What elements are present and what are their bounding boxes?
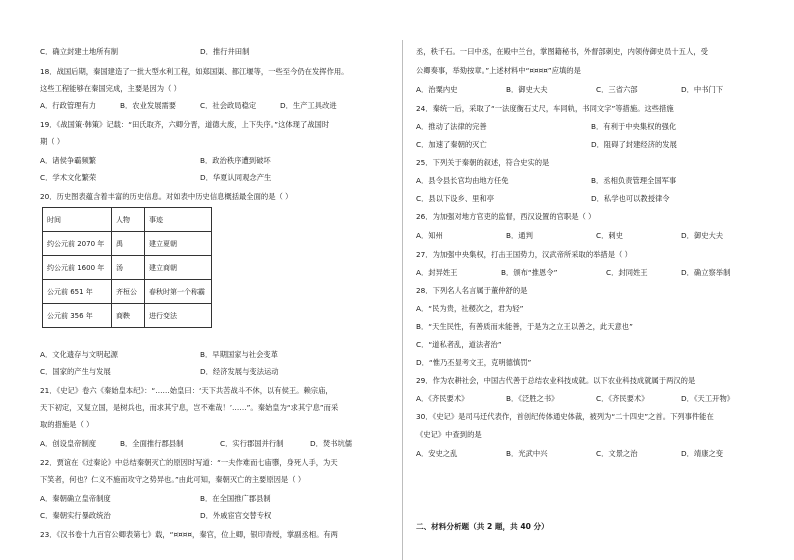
option-d: D．外戚宦官交替专权 (200, 511, 272, 520)
option-d: D．阻碍了封建经济的发展 (591, 140, 677, 149)
q19-stem-line2: 期（ ） (40, 137, 65, 146)
option-b: B．有利于中央集权的强化 (591, 122, 677, 131)
q21-stem-line3: 取的措施是（ ） (40, 420, 94, 429)
q28-option-b: B．“天生民性，有善质而未能善，于是为之立王以善之，此天意也” (416, 322, 633, 331)
option-a: A．行政管理有力 (40, 101, 97, 110)
table-header-cell: 时间 (43, 208, 112, 232)
q27-stem: 27．为加强中央集权，打击王国势力，汉武帝所采取的举措是（ ） (416, 250, 632, 259)
q23-continuation-line1: 丞，秩千石。一曰中丞，在殿中兰台，掌图籍秘书，外督部刺史，内领侍御史员十五人，受 (416, 47, 708, 56)
q23-stem-line1: 23．《汉书卷十九百官公卿表第七》载，“¤¤¤¤，秦官，位上卿，银印青绶，掌副丞相。有两 (40, 530, 338, 539)
q19-stem-line1: 19．《战国策·韩策》记载：“田氏取齐，六卿分晋，道德大废，上下失序。”这体现了战国时 (40, 120, 330, 129)
table-cell: 建立商朝 (145, 256, 212, 280)
q20-stem: 20．历史图表蕴含着丰富的历史信息。对如表中历史信息概括最全面的是（ ） (40, 192, 293, 201)
option-a: A．诸侯争霸频繁 (40, 156, 97, 165)
table-row (43, 232, 212, 256)
table-row (43, 304, 212, 328)
option-c: C．国家的产生与发展 (40, 367, 111, 376)
table-header-row (43, 208, 212, 232)
option-c: C．县以下设乡、里和亭 (416, 194, 495, 203)
table-cell: 进行变法 (145, 304, 212, 328)
option-b: B．早期国家与社会变革 (200, 350, 278, 359)
q22-stem-line1: 22．贾谊在《过秦论》中总结秦朝灭亡的原因时写道：“一夫作难而七庙隳，身死人手，为天 (40, 458, 338, 467)
option-d: D．御史大夫 (681, 231, 724, 240)
option-d: D．私学也可以教授律令 (591, 194, 670, 203)
q25-stem: 25．下列关于秦朝的叙述，符合史实的是 (416, 158, 550, 167)
q30-stem-line1: 30．《史记》是司马迁代表作，首创纪传体通史体裁，被列为“二十四史”之首。下列事件能在 (416, 412, 714, 421)
option-c: C．学术文化繁荣 (40, 173, 97, 182)
option-b: B．在全国推广郡县制 (200, 494, 271, 503)
option-a: A．治粟内史 (416, 85, 458, 94)
option-a: A．安史之乱 (416, 449, 458, 458)
q28-option-d: D．“惟乃丕显考文王，克明德慎罚” (416, 358, 532, 367)
table-cell: 约公元前 2070 年 (43, 232, 112, 256)
option-d: D．生产工具改进 (280, 101, 337, 110)
option-a: A．文化遗存与文明起源 (40, 350, 118, 359)
option-a: A．秦朝确立皇帝制度 (40, 494, 111, 503)
q21-stem-line1: 21．《史记》卷六《秦始皇本纪》：“……始皇曰：‘天下共苦战斗不休，以有侯王。赖宗庙， (40, 386, 333, 395)
option-a: A．县令县长官均由地方任免 (416, 176, 509, 185)
option-d: D．焚书坑儒 (310, 439, 353, 448)
q30-stem-line2: 《史记》中查到的是 (416, 430, 482, 439)
q22-stem-line2: 下笑者，何也？仁义不施而攻守之势异也。”由此可知，秦朝灭亡的主要原因是（ ） (40, 475, 306, 484)
column-divider (402, 40, 403, 560)
table-header-cell: 事迹 (145, 208, 212, 232)
q26-stem: 26．为加强对地方官吏的监督，西汉设置的官职是（ ） (416, 212, 596, 221)
option-a: A．封异姓王 (416, 268, 458, 277)
option-c: C．社会政局稳定 (200, 101, 257, 110)
option-c: C．确立封建土地所有制 (40, 47, 119, 56)
option-c: C．文景之治 (596, 449, 638, 458)
option-a: A．《齐民要术》 (416, 394, 469, 403)
option-b: B．御史大夫 (506, 85, 548, 94)
option-b: B．政治秩序遭到破坏 (200, 156, 271, 165)
option-b: B．《泛胜之书》 (506, 394, 559, 403)
table-header-cell: 人物 (112, 208, 145, 232)
q24-stem: 24．秦统一后，采取了“一法度衡石丈尺，车同轨，书同文字”等措施。这些措施 (416, 104, 674, 113)
q23-continuation-line2: 公卿奏事，举劾按章。”上述材料中“¤¤¤¤”应填的是 (416, 66, 581, 75)
q28-option-a: A．“民为贵，社稷次之，君为轻” (416, 304, 524, 313)
option-a: A．推动了法律的完善 (416, 122, 487, 131)
option-d: D．《天工开物》 (681, 394, 735, 403)
option-b: B．农业发展需要 (120, 101, 177, 110)
option-a: A．创设皇帝制度 (40, 439, 97, 448)
option-c: C．刺史 (596, 231, 623, 240)
table-cell: 建立夏朝 (145, 232, 212, 256)
q28-option-c: C．“道私者乱，道法者治” (416, 340, 502, 349)
q21-stem-line2: 天下初定，又复立国，是树兵也，而求其宁息，岂不难哉！’……”。秦始皇为“求其宁息”而采 (40, 403, 339, 412)
option-d: D．中书门下 (681, 85, 724, 94)
q28-stem: 28．下列名人名言属于董仲舒的是 (416, 286, 528, 295)
q18-stem-line2: 这些工程能够在秦国完成，主要是因为（ ） (40, 84, 181, 93)
table-cell: 禹 (112, 232, 145, 256)
option-c: C．三省六部 (596, 85, 638, 94)
table-cell: 春秋时第一个称霸 (145, 280, 212, 304)
option-a: A．知州 (416, 231, 443, 240)
table-cell: 公元前 356 年 (43, 304, 112, 328)
table-cell: 汤 (112, 256, 145, 280)
table-cell: 约公元前 1600 年 (43, 256, 112, 280)
option-c: C．加速了秦朝的灭亡 (416, 140, 487, 149)
table-row (43, 256, 212, 280)
option-d: D．靖康之变 (681, 449, 724, 458)
option-d: D．确立察举制 (681, 268, 731, 277)
option-d: D．推行井田制 (200, 47, 250, 56)
option-b: B．全面推行郡县制 (120, 439, 184, 448)
option-c: C．实行郡国并行制 (220, 439, 284, 448)
option-d: D．华夏认同观念产生 (200, 173, 272, 182)
table-cell: 齐桓公 (112, 280, 145, 304)
section-heading-material-analysis: 二、材料分析题（共 2 题，共 40 分） (416, 522, 549, 531)
option-b: B．丞相负责管理全国军事 (591, 176, 677, 185)
option-b: B．光武中兴 (506, 449, 548, 458)
option-c: C．封同姓王 (606, 268, 648, 277)
table-cell: 商鞅 (112, 304, 145, 328)
option-c: C．秦朝实行暴政统治 (40, 511, 111, 520)
history-table (42, 207, 212, 328)
option-b: B．颁布“推恩令” (501, 268, 558, 277)
table-cell: 公元前 651 年 (43, 280, 112, 304)
option-d: D．经济发展与变法运动 (200, 367, 279, 376)
q18-stem-line1: 18．战国后期，秦国建造了一批大型水利工程，如郑国渠、都江堰等，一些至今仍在发挥作用。 (40, 67, 349, 76)
option-c: C．《齐民要术》 (596, 394, 649, 403)
q29-stem: 29．作为农耕社会，中国古代善于总结农业科技成就。以下农业科技成就属于两汉的是 (416, 376, 696, 385)
table-row (43, 280, 212, 304)
option-b: B．通判 (506, 231, 533, 240)
